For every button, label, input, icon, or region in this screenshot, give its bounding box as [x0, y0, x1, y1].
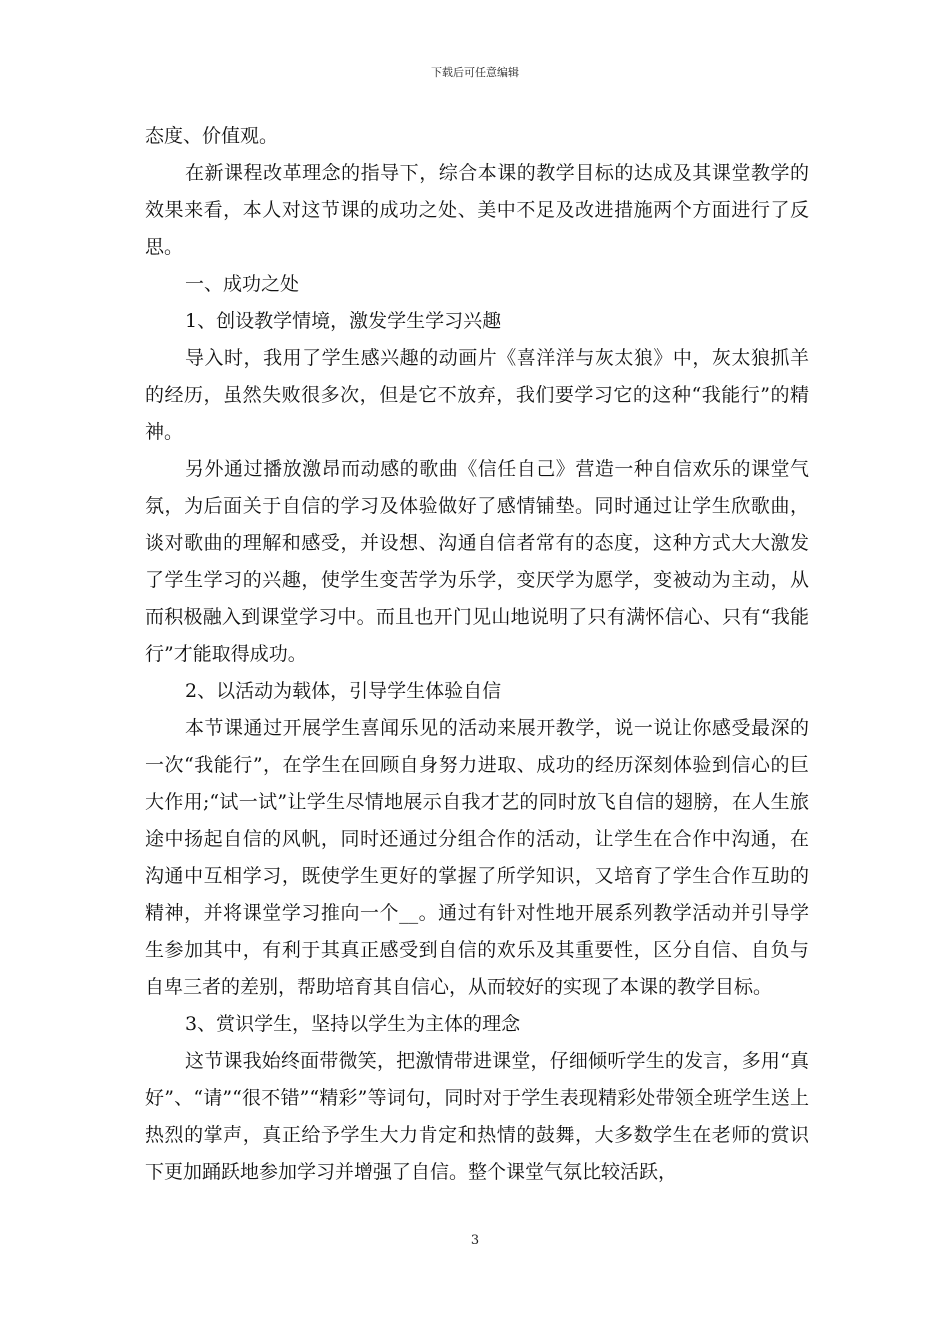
subheading-1: 1、创设教学情境，激发学生学习兴趣 — [185, 310, 502, 332]
paragraph: 另外通过播放激昂而动感的歌曲《信任自己》营造一种自信欢乐的课堂气氛，为后面关于自信的学习及体验做好了感情铺垫。同时通过让学生欣歌曲，谈对歌曲的理解和感受，并设想、沟通自信者常有的态度，这种方式大大激发了学生学习的兴趣，使学生变苦学为乐学，变厌学为愿学，变被动为主动，从而积极融入到课堂学习中。而且也开门见山地说明了只有满怀信心、只有“我能行”才能取得成功。 — [145, 458, 809, 665]
paragraph-continuation: 态度、价值观。 — [145, 125, 279, 147]
section-heading-success: 一、成功之处 — [185, 273, 300, 295]
paragraph: 导入时，我用了学生感兴趣的动画片《喜洋洋与灰太狼》中，灰太狼抓羊的经历，虽然失败很多次，但是它不放弃，我们要学习它的这种“我能行”的精神。 — [145, 347, 809, 443]
page-number: 3 — [470, 1233, 480, 1248]
paragraph-intro: 在新课程改革理念的指导下，综合本课的教学目标的达成及其课堂教学的效果来看，本人对这节课的成功之处、美中不足及改进措施两个方面进行了反思。 — [145, 162, 809, 258]
document-body — [145, 118, 809, 1191]
subheading-3: 3、赏识学生，坚持以学生为主体的理念 — [185, 1013, 521, 1035]
paragraph: 这节课我始终面带微笑，把激情带进课堂，仔细倾听学生的发言，多用“真好”、“请”“很不错”“精彩”等词句，同时对于学生表现精彩处带领全班学生送上热烈的掌声，真正给予学生大力肯定和热情的鼓舞，大多数学生在老师的赏识下更加踊跃地参加学习并增强了自信。整个课堂气氛比较活跃， — [145, 1050, 809, 1183]
page-header: 下载后可任意编辑 — [431, 66, 519, 79]
subheading-2: 2、以活动为载体，引导学生体验自信 — [185, 680, 502, 702]
paragraph: 本节课通过开展学生喜闻乐见的活动来展开教学，说一说让你感受最深的一次“我能行”，在学生在回顾自身努力进取、成功的经历深刻体验到信心的巨大作用;“试一试”让学生尽情地展示自我才艺的同时放飞自信的翅膀，在人生旅途中扬起自信的风帆，同时还通过分组合作的活动，让学生在合作中沟通，在沟通中互相学习，既使学生更好的掌握了所学知识，又培育了学生合作互助的精神，并将课堂学习推向一个__。通过有针对性地开展系列教学活动并引导学生参加其中，有利于其真正感受到自信的欢乐及其重要性，区分自信、自负与自卑三者的差别，帮助培育其自信心，从而较好的实现了本课的教学目标。 — [145, 717, 809, 998]
